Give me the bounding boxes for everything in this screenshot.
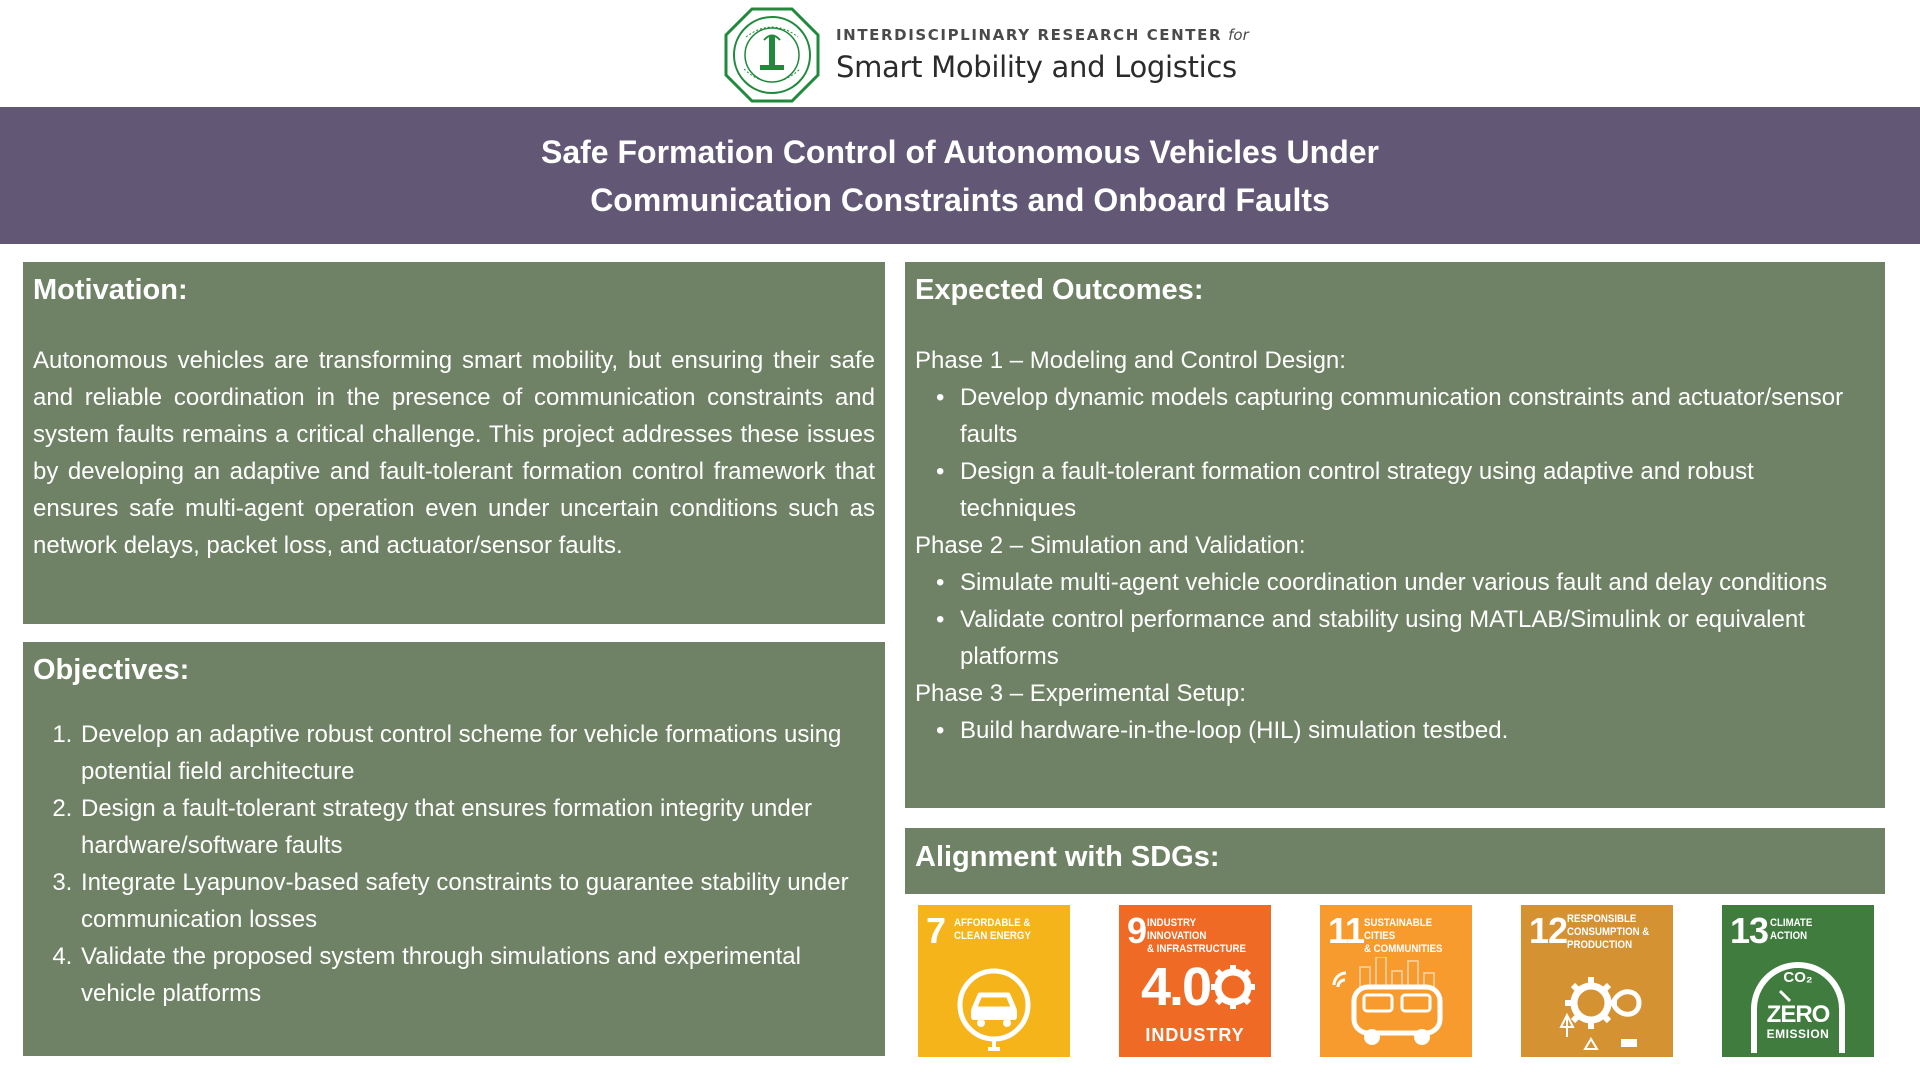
org-line-1: INTERDISCIPLINARY RESEARCH CENTER for — [836, 26, 1249, 44]
motivation-panel — [23, 262, 885, 624]
objective-item: 2. Design a fault-tolerant strategy that ensures formation integrity under hardware/software faults — [79, 790, 875, 864]
phase-bullet: • Simulate multi-agent vehicle coordination under various fault and delay conditions — [960, 564, 1875, 601]
industry-badge: INDUSTRY — [1145, 1025, 1245, 1045]
objective-item: 3. Integrate Lyapunov-based safety constraints to guarantee stability under communication losses — [79, 864, 875, 938]
title-line-1: Safe Formation Control of Autonomous Vehicles Under — [541, 133, 1379, 170]
sdg-label: CLIMATE ACTION — [1770, 917, 1813, 942]
phase-bullet: • Design a fault-tolerant formation control strategy using adaptive and robust techniques — [960, 453, 1875, 527]
objectives-heading: Objectives: — [33, 654, 190, 686]
objectives-list — [33, 716, 875, 1012]
phase-bullets — [915, 712, 1875, 749]
sdg-label: AFFORDABLE & CLEAN ENERGY — [954, 917, 1031, 942]
title-line-2: Communication Constraints and Onboard Faults — [590, 181, 1330, 218]
gear-icon — [1209, 963, 1257, 1011]
phase-3 — [915, 675, 1875, 749]
sdg-11-tile — [1320, 905, 1472, 1057]
sdg-label: SUSTAINABLE CITIES & COMMUNITIES — [1364, 917, 1443, 955]
industry-4-big-text: 4.0 — [1141, 957, 1211, 1017]
sdg-number: 7 — [926, 910, 946, 951]
phase-bullets — [915, 564, 1875, 675]
org-for: for — [1228, 26, 1249, 44]
recycling-gear-icon — [1521, 957, 1673, 1057]
expected-outcomes-panel — [905, 262, 1885, 808]
sdg-panel — [905, 828, 1885, 894]
phase-title: Phase 2 – Simulation and Validation: — [915, 532, 1306, 559]
university-seal-icon — [724, 7, 820, 103]
phase-bullet: • Develop dynamic models capturing communication constraints and actuator/sensor faults — [960, 379, 1875, 453]
objective-item: 1. Develop an adaptive robust control scheme for vehicle formations using potential field architecture — [79, 716, 875, 790]
phase-title: Phase 1 – Modeling and Control Design: — [915, 347, 1346, 374]
sdg-13-tile — [1722, 905, 1874, 1057]
motivation-heading: Motivation: — [33, 274, 188, 306]
motivation-body: Autonomous vehicles are transforming smart mobility, but ensuring their safe and reliable coordination in the presence of communication constraints and system faults remains a critical challenge. This project addresses these issues by developing an adaptive and fault-tolerant formation control framework that ensures safe multi-agent operation even under uncertain conditions such as network delays, packet loss, and actuator/sensor faults. — [33, 347, 875, 559]
phase-bullet: • Validate control performance and stability using MATLAB/Simulink or equivalent platforms — [960, 601, 1875, 675]
objective-item: 4. Validate the proposed system through simulations and experimental vehicle platforms — [79, 938, 875, 1012]
sdg-number: 12 — [1529, 910, 1568, 951]
sdg-number: 13 — [1730, 910, 1769, 951]
phases-block — [915, 342, 1875, 749]
sdg-label: RESPONSIBLE CONSUMPTION & PRODUCTION — [1567, 913, 1650, 951]
phase-2 — [915, 527, 1875, 675]
sdg-heading: Alignment with SDGs: — [915, 841, 1220, 873]
autonomous-shuttle-icon — [1320, 957, 1472, 1057]
org-line-2: Smart Mobility and Logistics — [836, 50, 1237, 84]
sdg-number: 11 — [1328, 910, 1365, 951]
sdg-number: 9 — [1127, 910, 1147, 951]
sdg-9-tile — [1119, 905, 1271, 1057]
organization-name — [836, 26, 1249, 84]
sdg-7-tile — [918, 905, 1070, 1057]
page-title — [541, 128, 1379, 224]
header-logo-area — [724, 6, 1249, 104]
objectives-panel — [23, 642, 885, 1056]
phase-bullet: • Build hardware-in-the-loop (HIL) simulation testbed. — [960, 712, 1875, 749]
phase-title: Phase 3 – Experimental Setup: — [915, 680, 1246, 707]
sdg-label: INDUSTRY INNOVATION & INFRASTRUCTURE — [1147, 917, 1246, 955]
phase-bullets — [915, 379, 1875, 527]
ev-charging-icon — [918, 957, 1070, 1057]
title-banner — [0, 107, 1920, 244]
sdg-tiles — [918, 905, 1874, 1057]
zero-badge: ZERO — [1766, 1001, 1830, 1028]
phase-1 — [915, 342, 1875, 527]
co2-label: CO₂ — [1783, 969, 1813, 986]
emission-badge: EMISSION — [1766, 1027, 1830, 1041]
outcomes-heading: Expected Outcomes: — [915, 274, 1204, 306]
sdg-12-tile — [1521, 905, 1673, 1057]
